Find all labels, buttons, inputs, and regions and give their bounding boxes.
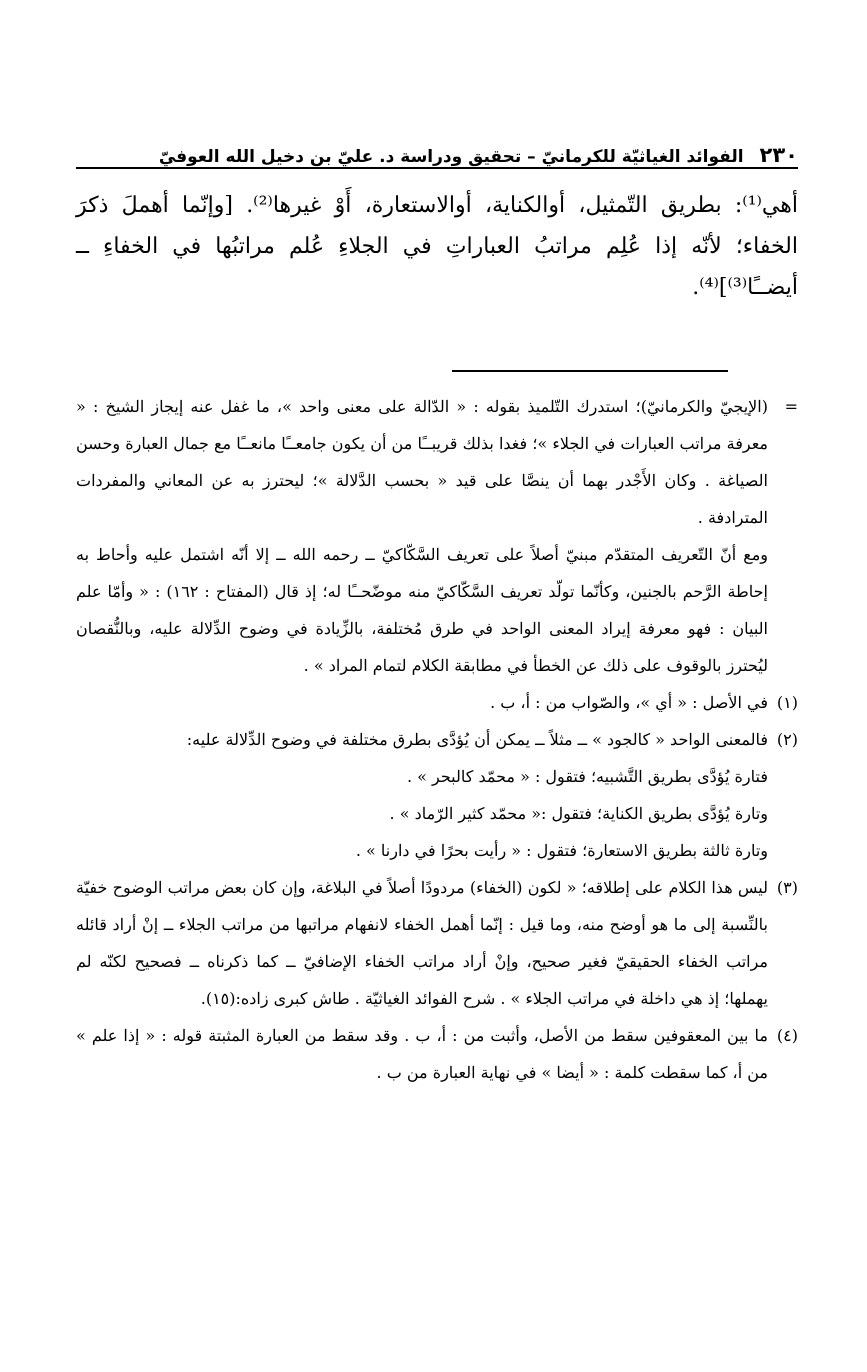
continuation-text-1: (الإيجيّ والكرمانيّ)؛ استدرك التّلميذ بقوله : « الدّالة على معنى واحد »، ما غفل عنه إيجاز الشيخ : « معرفة مراتب العبارات في الجلاء »؛ فغدا بذلك قريبــًا من أن يكون جامعــًا مانعــًا مع جمال العبارة وحسن الصياغة . وكان الأَجْدر بهما أن ينصَّا على قيد « بحسب الدَّلالة »؛ ليحترز به عن المعاني والمفردات المترادفة . [76, 397, 768, 527]
footnote-separator [452, 370, 728, 372]
footnote-1 [76, 684, 798, 721]
footnote-marker: (٤) [776, 1026, 798, 1045]
footnotes [76, 388, 798, 1091]
footnote-2-example: فتارة يُؤدَّى بطريق التَّشبيه؛ فتقول : « محمّد كالبحر » . [406, 767, 768, 786]
footnote-4 [76, 1017, 798, 1091]
running-title: الفوائد الغياثيّة للكرمانيّ – تحقيق ودراسة د. عليّ بن دخيل الله العوفيّ [158, 147, 744, 167]
footnote-text: ليس هذا الكلام على إطلاقه؛ « لكون (الخفاء) مردودًا أصلاً في البلاغة، وإن كان بعض مراتب الوضوح خفيّة بالنِّسبة إلى ما هو أوضح منه، وما قيل : إنّما أهمل الخفاء لانفهام مراتبها من مراتب الجلاء ــ إنْ أراد قائله مراتب الخفاء الحقيقيّ فغير صحيح، وإنْ أراد مراتب الخفاء الإضافيّ ــ كما ذكرناه ــ فصحيح لكنّه لم يهملها؛ إذ هي داخلة في مراتب الجلاء » . شرح الفوائد الغياثيّة . طاش كبرى زاده:(١٥). [76, 878, 769, 1008]
footnote-continuation [76, 388, 798, 536]
main-paragraph: أهي⁽¹⁾: بطريق التّمثيل، أوالكناية، أوالاستعارة، أَوْ غيرها⁽²⁾. [وإنّما أهملَ ذكرَ الخفاء؛ لأنّه إذا عُلِم مراتبُ العباراتِ في الجلاءِ عُلم مراتبُها في الخفاءِ ــ أيضــًا⁽³⁾]⁽⁴⁾. [76, 193, 798, 300]
footnote-3 [76, 869, 798, 1017]
footnote-marker: (١) [776, 693, 798, 712]
main-text [76, 185, 798, 308]
footnote-text: ما بين المعقوفين سقط من الأصل، وأثبت من : أ، ب . وقد سقط من العبارة المثبتة قوله : « إذا علم » من أ، كما سقطت كلمة : « أيضا » في نهاية العبارة من ب . [76, 1026, 768, 1082]
footnote-2 [76, 721, 798, 758]
footnote-2-example: وتارة ثالثة بطريق الاستعارة؛ فتقول : « رأيت بحرًا في دارنا » . [355, 841, 768, 860]
footnote-2-example: وتارة يُؤدَّى بطريق الكناية؛ فتقول :« محمّد كثير الرّماد » . [389, 804, 768, 823]
footnote-marker: (٣) [776, 878, 798, 897]
header-rule [76, 167, 798, 169]
footnote-marker: (٢) [776, 730, 798, 749]
footnote-text: فالمعنى الواحد « كالجود » ــ مثلاً ــ يمكن أن يُؤدَّى بطرق مختلفة في وضوح الدِّلالة عليه: [186, 730, 768, 749]
page-number: ٢٣٠ [759, 143, 798, 167]
footnote-text: في الأصل : « أي »، والصّواب من : أ، ب . [490, 693, 768, 712]
continuation-marker: = [784, 397, 798, 416]
footnote-continuation-paragraph: ومع أنّ التّعريف المتقدّم مبنيّ أصلاً على تعريف السَّكّاكيّ ــ رحمه الله ــ إلا أنّه اشتمل عليه وأحاط به إحاطة الرَّحم بالجنين، وكأنّما تولّد تعريف السَّكّاكيّ منه موضّحــًا له؛ إذ قال (المفتاح : ١٦٢) : « وأمّا علم البيان : فهو معرفة إيراد المعنى الواحد في طرق مُختلفة، بالزِّيادة في وضوح الدِّلالة عليه، وبالنُّقصان ليُحترز بالوقوف على ذلك عن الخطأ في مطابقة الكلام لتمام المراد » . [76, 545, 769, 675]
